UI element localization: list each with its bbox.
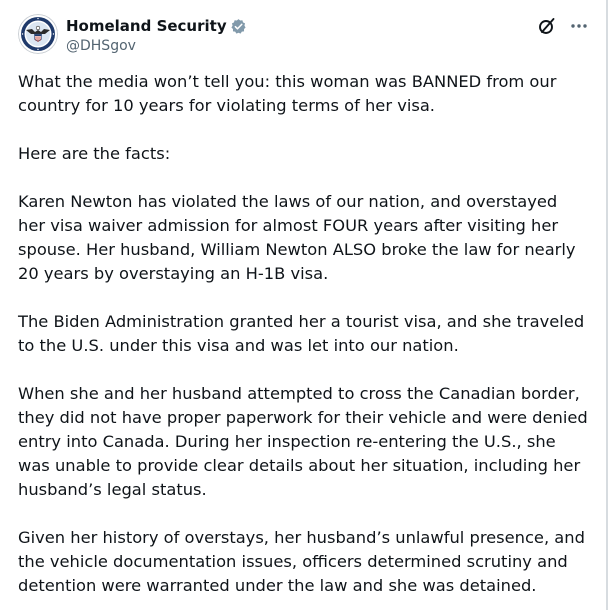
verified-badge-icon[interactable]: [230, 18, 247, 35]
tweet-paragraph: Here are the facts:: [18, 144, 171, 163]
display-name-row: [66, 16, 247, 36]
display-name[interactable]: Homeland Security: [66, 17, 227, 35]
tweet-paragraph: The Biden Administration granted her a tourist visa, and she traveled to the U.S. under this visa and was let into our nation.: [18, 312, 585, 355]
more-button[interactable]: [568, 15, 590, 37]
tweet-header: [18, 12, 590, 60]
tweet-actions: [526, 15, 590, 37]
tweet-paragraph: Given her history of overstays, her husband’s unlawful presence, and the vehicle documentation issues, officers determined scrutiny and detention were warranted under the law and she was detained.: [18, 528, 585, 595]
more-icon: [569, 16, 589, 36]
grok-button[interactable]: [536, 15, 558, 37]
grok-icon: [537, 16, 557, 36]
avatar[interactable]: [18, 14, 58, 54]
tweet-paragraph: What the media won’t tell you: this woman was BANNED from our country for 10 years for violating terms of her visa.: [18, 72, 557, 115]
account-handle[interactable]: @DHSgov: [66, 38, 136, 54]
tweet-paragraph: When she and her husband attempted to cross the Canadian border, they did not have proper paperwork for their vehicle and were denied entry into Canada. During her inspection re-entering the U.S., she was unable to provide clear details about her situation, including her husband’s legal status.: [18, 384, 588, 499]
tweet-text: [18, 70, 588, 610]
tweet-paragraph: Karen Newton has violated the laws of our nation, and overstayed her visa waiver admission for almost FOUR years after visiting her spouse. Her husband, William Newton ALSO broke the law for nearly 20 years by overstaying an H-1B visa.: [18, 192, 576, 283]
dhs-seal-icon: [18, 14, 58, 54]
account-names: [66, 16, 247, 54]
